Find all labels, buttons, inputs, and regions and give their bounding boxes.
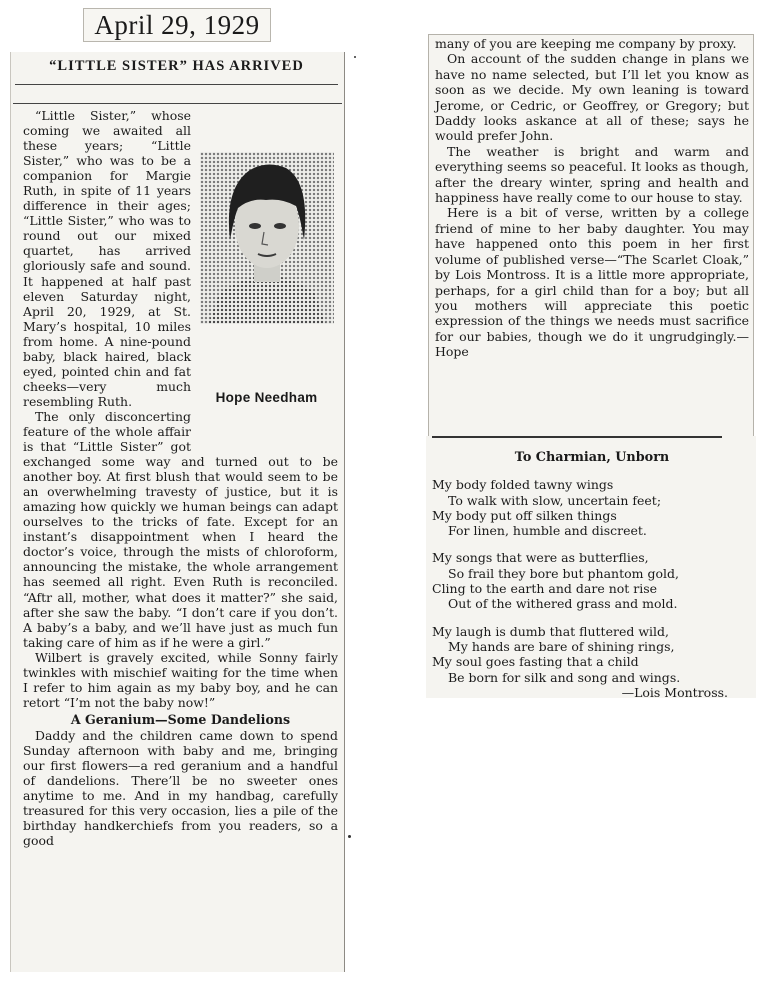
paragraph: Here is a bit of verse, written by a college friend of mine to her baby daughter. You may have happened onto this poem in her first volume of published verse—“The Scarlet Cloak,” by Lois Montross. It is a little more appropriate, perhaps, for a girl child than for a boy; but all you mothers will appreciate this poetic expression of the things we needs must sacrifice for our babies, though we do it ungrudgingly.—Hope: [435, 205, 749, 360]
article-body-left: [11, 104, 344, 848]
poem-stanza: [432, 550, 752, 611]
poem-line: My body put off silken things: [432, 507, 617, 523]
paragraph: The only disconcerting feature of the whole affair is that “Little Sister” got exchanged some way and turned out to be another boy. At first blush that would seem to be an overwhelming travesty of justice, but it is amazing how quickly we human beings can adapt ourselves to the tricks of fate. Except for an instant’s disappointment when I heard the doctor’s voice, through the mists of chloroform, announcing the mistake, the whole arrangement has seemed all right. Even Ruth is reconciled. “Aftr all, mother, what does it matter?” she said, after she saw the baby. “I don’t care if you don’t. A baby’s a baby, and we’ll have just as much fun taking care of him as if he were a girl.”: [23, 408, 338, 650]
poem-author: —Lois Montross.: [621, 684, 728, 700]
poem-stanza: [432, 477, 752, 538]
portrait-block: [195, 152, 338, 446]
paragraph: many of you are keeping me company by proxy.: [435, 36, 737, 51]
poem-line: My songs that were as butterflies,: [432, 550, 649, 566]
poem-stanza: [432, 624, 752, 700]
poem-block: [426, 436, 756, 698]
poem-line: Be born for silk and song and wings.: [448, 669, 681, 685]
poem-line: So frail they bore but phantom gold,: [448, 565, 679, 581]
poem-line: Out of the withered grass and mold.: [448, 596, 678, 612]
section-divider: [432, 436, 722, 438]
poem-line: For linen, humble and discreet.: [448, 523, 647, 539]
poem-title: To Charmian, Unborn: [514, 450, 670, 465]
poem-line: Cling to the earth and dare not rise: [432, 581, 658, 597]
paragraph: On account of the sudden change in plans we have no name selected, but I’ll let you know as soon as we decide. My own leaning is toward Jerome, or Cedric, or Geoffrey, or Gregory; but Daddy looks askance at all of these; says he would prefer John.: [435, 51, 749, 144]
portrait-illustration: [200, 152, 334, 324]
portrait-photo: [200, 152, 334, 324]
poem-line: My body folded tawny wings: [432, 477, 614, 493]
poem-line: My hands are bare of shining rings,: [448, 638, 675, 654]
paragraph: Wilbert is gravely excited, while Sonny fairly twinkles with mischief waiting for the time when I refer to him again as my baby boy, and he can retort “I’m not the baby now!”: [23, 649, 338, 710]
subheading: A Geranium—Some Dandelions: [70, 711, 291, 727]
paragraph: “Little Sister,” whose coming we awaited all these years; “Little Sister,” who was to be a companion for Margie Ruth, in spite of 11 years difference in their ages; “Little Sister,” who was to round out our mixed quartet, has arrived gloriously safe and sound. It happened at half past eleven Saturday night, April 20, 1929, at St. Mary’s hospital, 10 miles from home. A nine-pound baby, black haired, black eyed, pointed chin and fat cheeks—very much resembling Ruth.: [23, 108, 191, 409]
article-left-column: [10, 52, 345, 972]
poem-line: My soul goes fasting that a child: [432, 654, 639, 670]
date-clipping: [83, 8, 271, 42]
date-text: April 29, 1929: [94, 9, 260, 40]
paragraph: The weather is bright and warm and everything seems so peaceful. It looks as though, after the dreary winter, spring and health and happiness have really come to our house to stay.: [435, 143, 749, 206]
portrait-caption: Hope Needham: [215, 390, 318, 405]
paper-speck: [354, 56, 356, 58]
poem-line: To walk with slow, uncertain feet;: [448, 492, 662, 508]
poem-line: My laugh is dumb that fluttered wild,: [432, 623, 669, 639]
paper-speck: [348, 835, 351, 838]
article-right-column: [428, 34, 754, 436]
paragraph: Daddy and the children came down to spend Sunday afternoon with baby and me, bringing our first flowers—a red geranium and a handful of dandelions. There’ll be no sweeter ones anytime to me. And in my handbag, carefully treasured for this very occasion, lies a pile of the birthday handkerchiefs from you readers, so a good: [23, 727, 338, 849]
headline: “LITTLE SISTER” HAS ARRIVED: [15, 58, 338, 85]
